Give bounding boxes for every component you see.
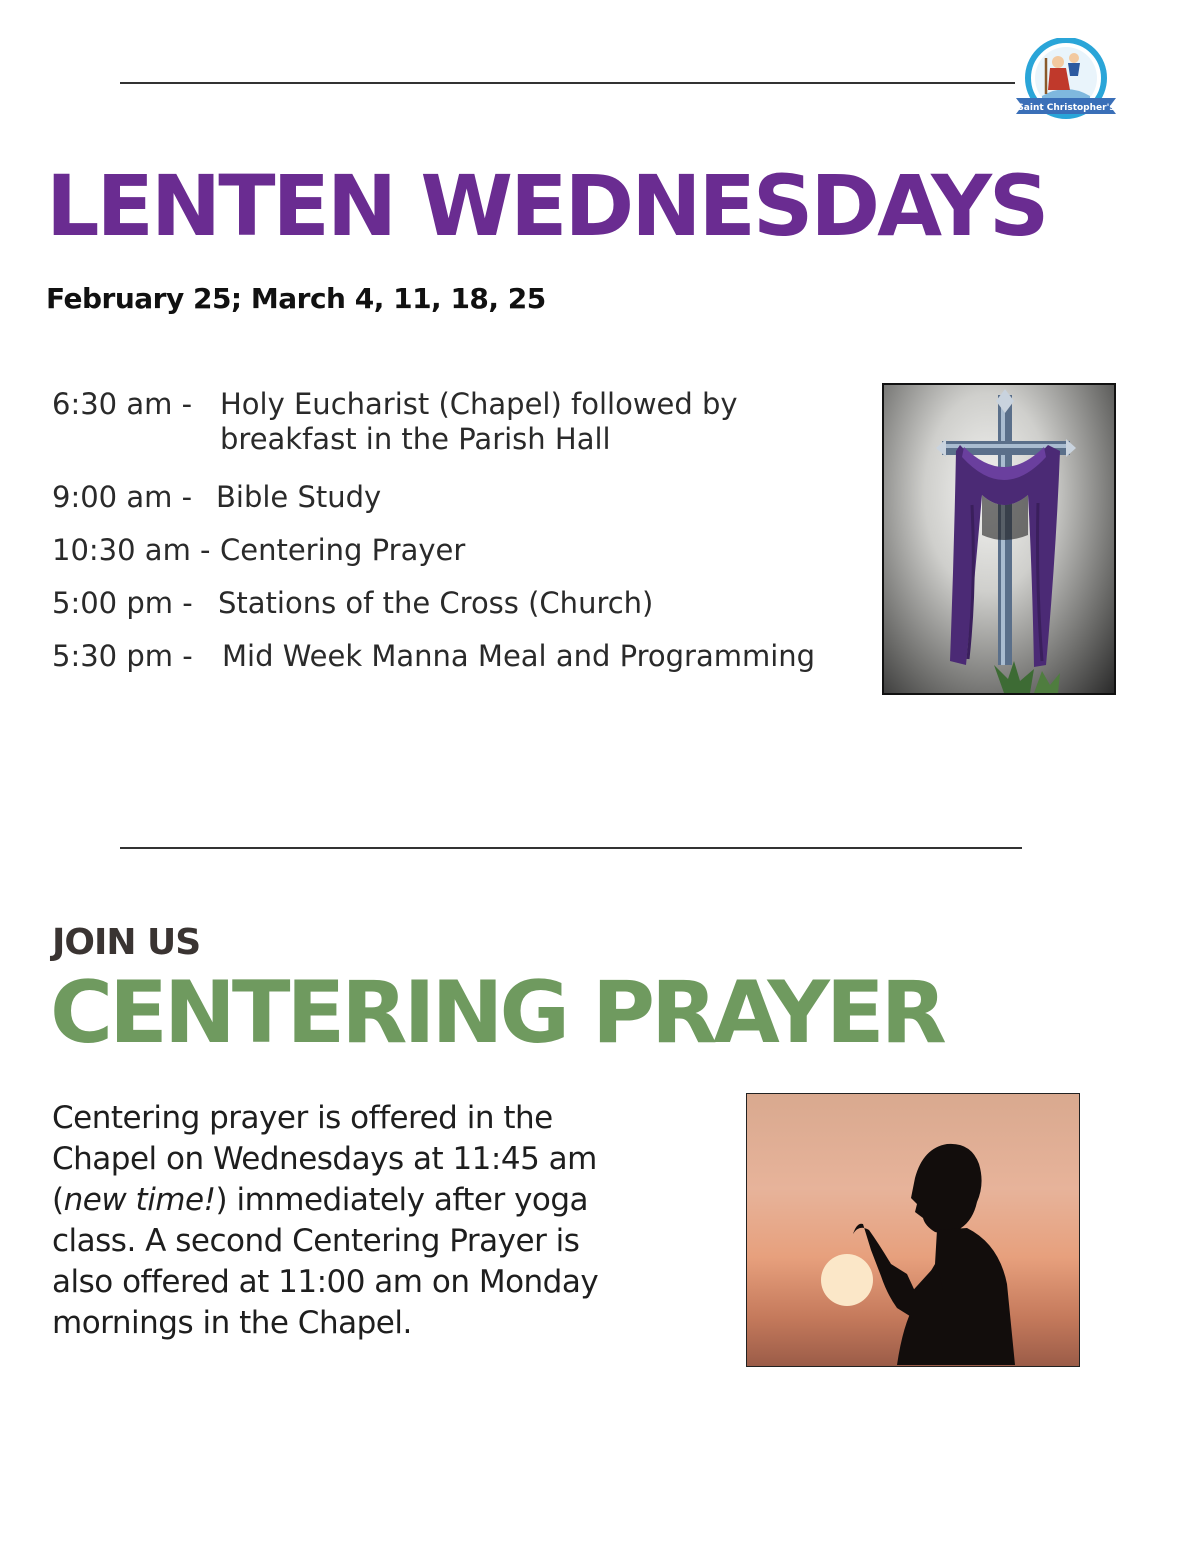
lenten-dates: February 25; March 4, 11, 18, 25 bbox=[46, 282, 546, 315]
top-divider bbox=[120, 82, 1015, 84]
cross-draped-purple-icon bbox=[884, 385, 1114, 693]
praying-silhouette-icon bbox=[747, 1094, 1078, 1365]
logo-text: Saint Christopher's bbox=[1017, 103, 1115, 113]
join-us-kicker: JOIN US bbox=[52, 922, 201, 963]
centering-prayer-title: CENTERING PRAYER bbox=[50, 963, 943, 1063]
schedule-description: Mid Week Manna Meal and Programming bbox=[222, 639, 816, 673]
schedule-time: 9:00 am - bbox=[52, 480, 193, 514]
schedule-description: Bible Study bbox=[216, 480, 382, 514]
schedule-time: 5:00 pm - bbox=[52, 586, 193, 620]
prayer-photo bbox=[746, 1093, 1080, 1367]
description-part2: ) immediately after yoga class. A second Centering Prayer is also offered at 11:00 am on Monday mornings in the Chapel. bbox=[52, 1182, 599, 1341]
schedule-description: Holy Eucharist (Chapel) followed by bbox=[220, 387, 738, 421]
schedule-time: 10:30 am - bbox=[52, 533, 211, 567]
centering-prayer-description bbox=[52, 1098, 612, 1344]
schedule-description: Centering Prayer bbox=[220, 533, 466, 567]
saint-christophers-logo bbox=[1012, 38, 1120, 128]
schedule-description: Stations of the Cross (Church) bbox=[218, 586, 654, 620]
description-part1: Centering prayer is offered in the Chapel on Wednesdays at 11:45 am ( bbox=[52, 1100, 597, 1218]
lenten-title: LENTEN WEDNESDAYS bbox=[46, 157, 1047, 255]
schedule-time: 5:30 pm - bbox=[52, 639, 193, 673]
schedule-time: 6:30 am - bbox=[52, 387, 193, 421]
new-time-emphasis: new time! bbox=[63, 1182, 216, 1218]
cross-photo bbox=[882, 383, 1116, 695]
middle-divider bbox=[120, 847, 1022, 849]
schedule-description-line2: breakfast in the Parish Hall bbox=[220, 422, 611, 456]
